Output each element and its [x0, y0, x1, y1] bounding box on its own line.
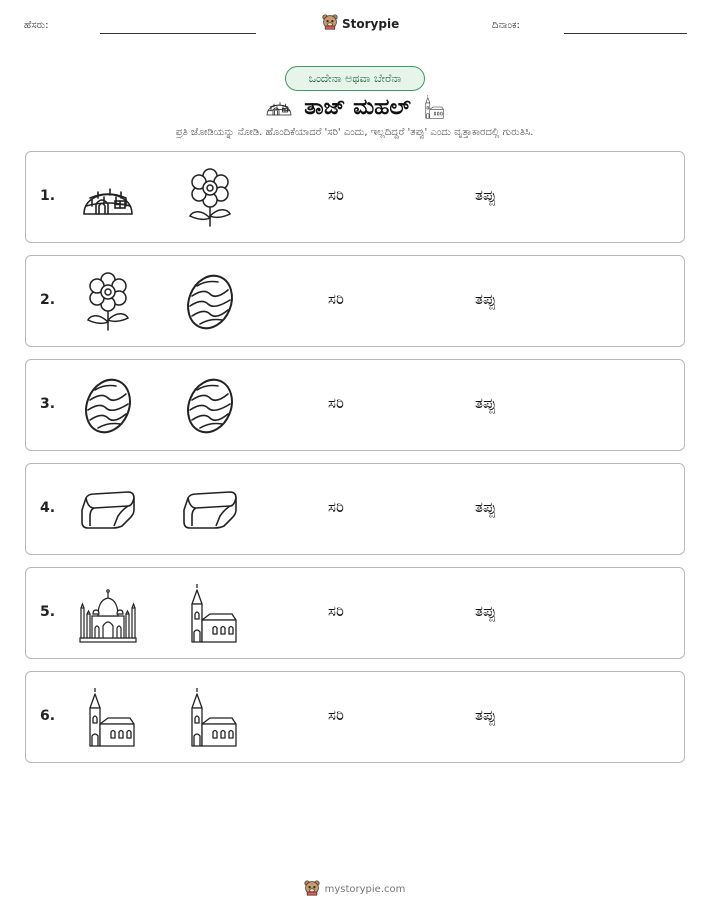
yes-option[interactable]: ಸರಿ [328, 498, 344, 516]
church-icon [78, 688, 138, 748]
question-number: 5. [40, 604, 56, 620]
no-option[interactable]: ತಪ್ಪು [475, 706, 497, 724]
no-option[interactable]: ತಪ್ಪು [475, 498, 497, 516]
igloo-icon [264, 92, 294, 122]
stone-icon [78, 376, 138, 436]
soap-icon [180, 480, 240, 540]
no-option[interactable]: ತಪ್ಪು [475, 186, 497, 204]
no-option[interactable]: ತಪ್ಪು [475, 290, 497, 308]
page-title: ತಾಜ್ ಮಹಲ್ [304, 94, 411, 120]
question-number: 6. [40, 708, 56, 724]
title-row [0, 92, 709, 122]
question-row [25, 255, 685, 347]
question-number: 1. [40, 188, 56, 204]
name-line [100, 33, 256, 34]
question-row [25, 463, 685, 555]
question-row [25, 359, 685, 451]
bear-logo-icon [304, 880, 320, 899]
question-row [25, 151, 685, 243]
yes-option[interactable]: ಸರಿ [328, 394, 344, 412]
question-number: 2. [40, 292, 56, 308]
igloo-icon [78, 168, 138, 228]
instruction-text: ಪ್ರತಿ ಜೋಡಿಯನ್ನು ನೋಡಿ. ಹೊಂದಿಕೆಯಾದರೆ 'ಸರಿ' ಎಂದು, ಇಲ್ಲದಿದ್ದರೆ 'ತಪ್ಪು' ಎಂದು ವೃತ್ತಾಕಾರದಲ್ಲಿ ಗುರುತಿಸಿ. [175, 127, 534, 138]
stone-icon [180, 272, 240, 332]
church-icon [180, 688, 240, 748]
question-row [25, 671, 685, 763]
flower-icon [180, 168, 240, 228]
footer [0, 880, 709, 899]
yes-option[interactable]: ಸರಿ [328, 290, 344, 308]
yes-option[interactable]: ಸರಿ [328, 706, 344, 724]
date-line [564, 33, 687, 34]
brand-name: Storypie [342, 17, 400, 31]
yes-option[interactable]: ಸರಿ [328, 186, 344, 204]
footer-url: mystorypie.com [324, 884, 406, 895]
question-row [25, 567, 685, 659]
soap-icon [78, 480, 138, 540]
stone-icon [180, 376, 240, 436]
yes-option[interactable]: ಸರಿ [328, 602, 344, 620]
date-label: ದಿನಾಂಕ: [492, 20, 520, 31]
taj-mahal-icon [78, 584, 138, 644]
flower-icon [78, 272, 138, 332]
question-number: 4. [40, 500, 56, 516]
category-tag: ಒಂದೇನಾ ಅಥವಾ ಬೇರೆನಾ [285, 66, 425, 91]
bear-logo-icon [322, 14, 338, 34]
brand-logo [322, 14, 399, 34]
church-icon [180, 584, 240, 644]
no-option[interactable]: ತಪ್ಪು [475, 602, 497, 620]
worksheet-header [0, 12, 709, 38]
name-label: ಹೆಸರು: [24, 20, 49, 31]
no-option[interactable]: ತಪ್ಪು [475, 394, 497, 412]
church-icon [421, 92, 445, 122]
question-number: 3. [40, 396, 56, 412]
